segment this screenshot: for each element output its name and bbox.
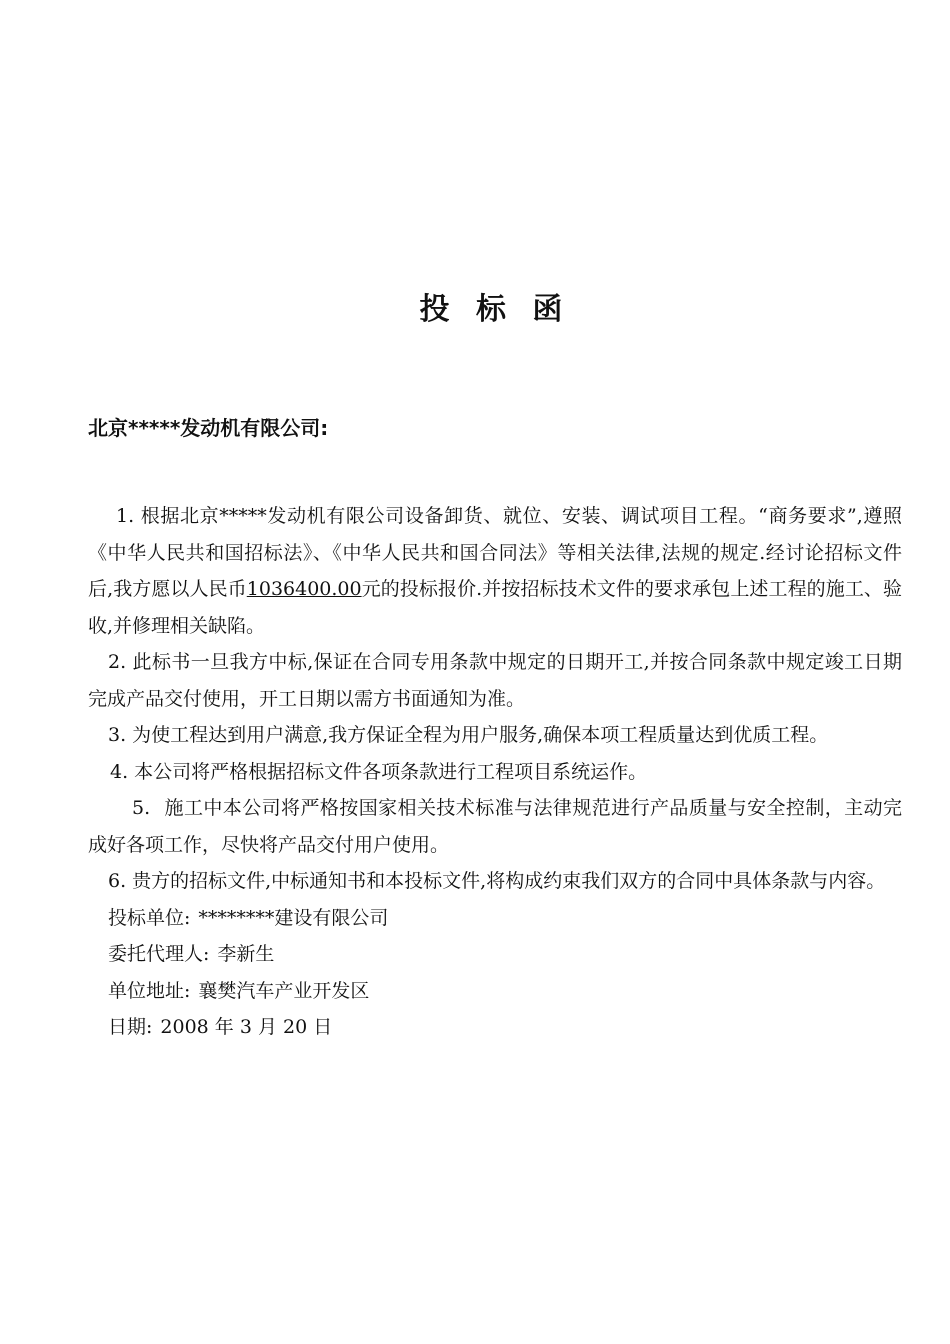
paragraph-number: 4.	[110, 760, 129, 783]
paragraph-number: 5.	[132, 797, 151, 819]
paragraph-text: 贵方的招标文件,中标通知书和本投标文件,将构成约束我们双方的合同中具体条款与内容。	[132, 870, 886, 892]
document-title: 投 标 函	[419, 292, 571, 327]
paragraph-3	[88, 717, 902, 754]
paragraph-text: 此标书一旦我方中标,保证在合同专用条款中规定的日期开工,并按合同条款中规定竣工日期完成产品交付使用，开工日期以需方书面通知为准。	[88, 651, 902, 710]
paragraph-text: 施工中本公司将严格按国家相关技术标准与法律规范进行产品质量与安全控制，主动完成好各项工作，尽快将产品交付用户使用。	[88, 797, 902, 856]
paragraph-number: 1.	[116, 505, 135, 527]
paragraph-number: 2.	[108, 651, 127, 673]
paragraph-text: 元的投标报价.并按招标技术文件的要求承包上述工程的施工、验收,并修理相关缺陷。	[88, 578, 902, 637]
bid-amount: 1036400.00	[246, 578, 362, 600]
addressee: 北京*****发动机有限公司:	[88, 416, 329, 440]
date-label: 日期:	[108, 1016, 153, 1038]
address-label: 单位地址:	[108, 979, 191, 1002]
paragraph-4	[88, 754, 902, 791]
paragraph-6	[88, 863, 902, 900]
agent-value: 李新生	[217, 943, 275, 965]
agent-line	[88, 936, 902, 973]
address-value: 襄樊汽车产业开发区	[198, 979, 370, 1002]
agent-label: 委托代理人:	[108, 943, 210, 965]
paragraph-2	[88, 644, 902, 717]
paragraph-1	[88, 498, 902, 644]
bidder-value: ********建设有限公司	[198, 906, 389, 929]
paragraph-text: 为使工程达到用户满意,我方保证全程为用户服务,确保本项工程质量达到优质工程。	[132, 724, 829, 746]
date-line	[88, 1009, 902, 1046]
paragraph-5	[88, 790, 902, 863]
paragraph-text: 根据北京*****发动机有限公司设备卸货、就位、安装、调试项目工程。“商务要求”,遵照《中华人民共和国招标法》、《中华人民共和国合同法》等相关法律,法规的规定.经讨论招标文件后,我方愿以人民币	[88, 505, 902, 600]
paragraph-text: 本公司将严格根据招标文件各项条款进行工程项目系统运作。	[134, 760, 648, 783]
paragraph-number: 6.	[108, 870, 127, 892]
date-value: 2008 年 3 月 20 日	[160, 1016, 333, 1038]
letter-body	[88, 498, 902, 1046]
paragraph-number: 3.	[108, 724, 127, 746]
address-line	[88, 973, 902, 1010]
bidder-label: 投标单位:	[108, 906, 191, 929]
bidder-line	[88, 900, 902, 937]
